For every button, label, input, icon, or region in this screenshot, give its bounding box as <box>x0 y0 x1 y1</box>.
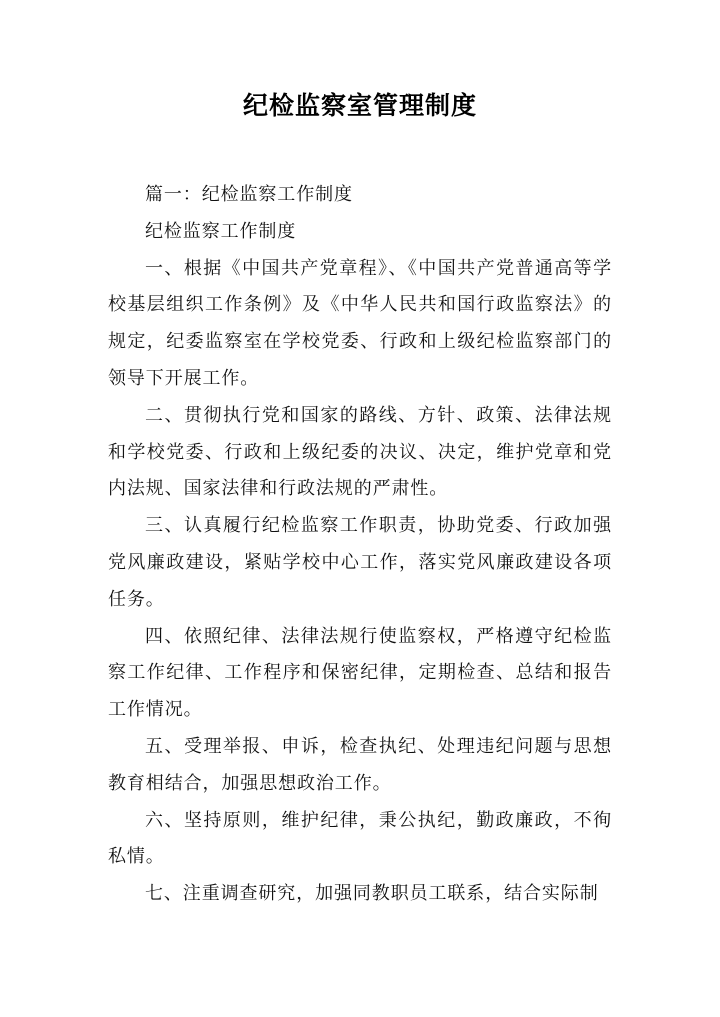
subheading: 纪检监察工作制度 <box>145 220 297 242</box>
paragraph-7: 七、注重调查研究，加强同教职员工联系，结合实际制 <box>145 883 599 905</box>
paragraph-4: 四、依照纪律、法律法规行使监察权，严格遵守纪检监察工作纪律、工作程序和保密纪律，定期检查、总结和报告工作情况。 <box>108 625 612 721</box>
paragraph-5: 五、受理举报、申诉，检查执纪、处理违纪问题与思想教育相结合，加强思想政治工作。 <box>108 735 612 794</box>
paragraph-6: 六、坚持原则，维护纪律，秉公执纪，勤政廉政，不徇私情。 <box>108 809 612 868</box>
paragraph-2: 二、贯彻执行党和国家的路线、方针、政策、法律法规和学校党委、行政和上级纪委的决议、决定，维护党章和党内法规、国家法律和行政法规的严肃性。 <box>108 404 612 500</box>
section-heading: 篇一：纪检监察工作制度 <box>145 184 353 205</box>
paragraph-1: 一、根据《中国共产党章程》、《中国共产党普通高等学校基层组织工作条例》及《中华人民共和国行政监察法》的规定，纪委监察室在学校党委、行政和上级纪检监察部门的领导下开展工作。 <box>108 257 612 389</box>
document-body <box>108 177 612 913</box>
document-title: 纪检监察室管理制度 <box>242 91 477 120</box>
paragraph-3: 三、认真履行纪检监察工作职责，协助党委、行政加强党风廉政建设，紧贴学校中心工作，落实党风廉政建设各项任务。 <box>108 515 612 610</box>
